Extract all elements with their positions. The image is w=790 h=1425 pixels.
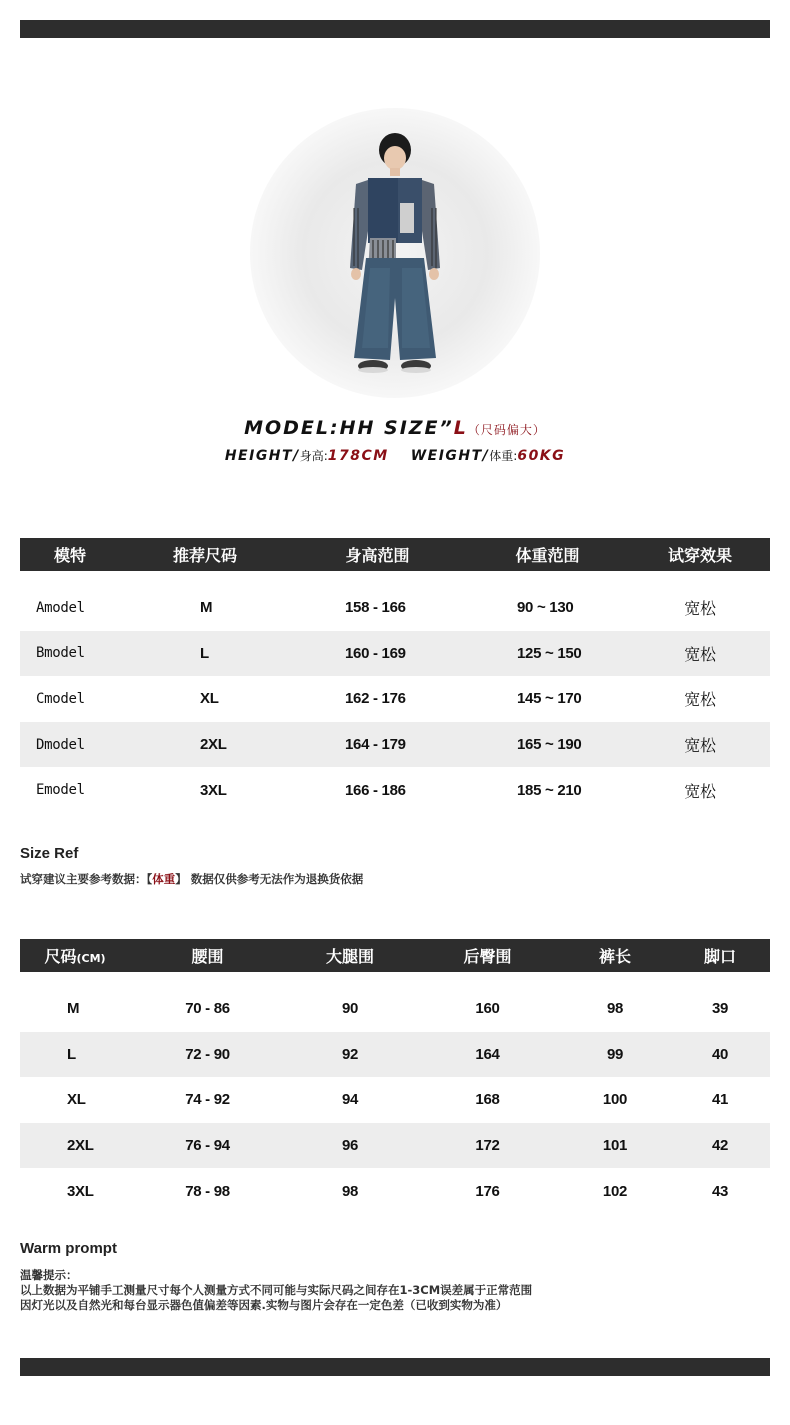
table-row <box>20 722 770 768</box>
model-size-label: MODEL:HH SIZE <box>244 417 440 439</box>
cell-weight: 125 ~ 150 <box>465 631 630 677</box>
header-length: 裤长 <box>560 939 670 972</box>
model-size-line <box>0 417 790 439</box>
cell-height: 158 - 166 <box>345 599 406 617</box>
model-size-note: （尺码偏大） <box>467 423 546 437</box>
cell-size: 3XL <box>67 1182 94 1200</box>
header-recommended-size: 推荐尺码 <box>120 538 290 571</box>
cell-thigh: 96 <box>285 1123 415 1169</box>
header-size-label: 尺码 <box>44 947 77 966</box>
header-size-unit: (CM) <box>76 952 106 965</box>
cell-length: 98 <box>606 1000 624 1018</box>
cell-size: 3XL <box>200 781 227 799</box>
cell-leg-opening: 40 <box>670 1032 770 1078</box>
header-leg-opening: 脚口 <box>670 939 770 972</box>
cell-length: 100 <box>602 1091 628 1109</box>
table-row <box>20 585 770 631</box>
model-figure-image <box>250 108 540 398</box>
header-weight-range: 体重范围 <box>465 538 630 571</box>
table-row <box>20 1123 770 1169</box>
cell-leg-opening: 39 <box>711 1000 729 1018</box>
model-fit-table <box>20 538 770 813</box>
height-label: HEIGHT/ <box>224 448 300 464</box>
weight-value: 60KG <box>517 448 566 464</box>
model-photo <box>250 108 540 398</box>
cell-size: M <box>200 599 213 617</box>
cell-weight: 90 ~ 130 <box>517 599 574 617</box>
model-size-mark: ” <box>439 417 454 439</box>
cell-size: XL <box>200 690 219 708</box>
header-waist: 腰围 <box>130 939 285 972</box>
header-fit-effect: 试穿效果 <box>630 538 770 571</box>
header-model: 模特 <box>20 538 120 571</box>
weight-label: WEIGHT/ <box>410 448 490 464</box>
measurement-header-row <box>20 939 770 972</box>
cell-waist: 76 - 94 <box>130 1123 285 1169</box>
cell-size: XL <box>67 1091 86 1109</box>
header-size <box>20 939 130 972</box>
cell-size: L <box>120 631 290 677</box>
cell-height: 160 - 169 <box>290 631 465 677</box>
cell-fit: 宽松 <box>684 690 716 710</box>
cell-hip: 164 <box>415 1032 560 1078</box>
cell-size: L <box>20 1032 130 1078</box>
warm-prompt-line: 以上数据为平铺手工测量尺寸每个人测量方式不同可能与实际尺码之间存在1-3CM误差属于正常范围 <box>20 1283 533 1297</box>
model-fit-header-row <box>20 538 770 571</box>
cell-leg-opening: 42 <box>670 1123 770 1169</box>
table-row <box>20 1168 770 1214</box>
bottom-bar <box>20 1358 770 1376</box>
cell-height: 162 - 176 <box>345 690 406 708</box>
cell-length: 99 <box>560 1032 670 1078</box>
cell-weight: 185 ~ 210 <box>517 781 582 799</box>
table-row <box>20 1077 770 1123</box>
cell-waist: 78 - 98 <box>185 1182 230 1200</box>
cell-fit: 宽松 <box>630 631 770 677</box>
table-row <box>20 767 770 813</box>
cell-length: 101 <box>560 1123 670 1169</box>
cell-waist: 70 - 86 <box>185 1000 230 1018</box>
cell-hip: 176 <box>475 1182 500 1200</box>
header-hip: 后臀围 <box>415 939 560 972</box>
cell-hip: 172 <box>415 1123 560 1169</box>
cell-fit: 宽松 <box>684 599 716 619</box>
model-size-value: L <box>453 417 468 439</box>
cell-height: 164 - 179 <box>290 722 465 768</box>
cell-model: Cmodel <box>36 690 85 707</box>
cell-thigh: 90 <box>341 1000 359 1018</box>
cell-weight: 165 ~ 190 <box>465 722 630 768</box>
header-height-range: 身高范围 <box>290 538 465 571</box>
cell-thigh: 92 <box>285 1032 415 1078</box>
cell-leg-opening: 41 <box>711 1091 729 1109</box>
cell-fit: 宽松 <box>684 781 716 801</box>
table-row <box>20 1032 770 1078</box>
warm-prompt-line: 因灯光以及自然光和每台显示器色值偏差等因素.实物与图片会存在一定色差（已收到实物为准） <box>20 1298 508 1312</box>
cell-hip: 168 <box>475 1091 500 1109</box>
cell-thigh: 98 <box>341 1182 359 1200</box>
measurement-table <box>20 939 770 1214</box>
cell-height: 166 - 186 <box>345 781 406 799</box>
header-thigh: 大腿围 <box>285 939 415 972</box>
warm-prompt-text <box>20 1268 532 1313</box>
table-row <box>20 986 770 1032</box>
table-row <box>20 676 770 722</box>
cell-model: Dmodel <box>20 722 120 768</box>
size-ref-highlight: 体重 <box>152 872 176 886</box>
cell-size: M <box>67 1000 80 1018</box>
size-ref-text-before: 试穿建议主要参考数据：【 <box>20 872 153 886</box>
top-bar <box>20 20 770 38</box>
size-ref-text-after: 】 数据仅供参考无法作为退换货依据 <box>175 872 364 886</box>
size-ref-title: Size Ref <box>20 845 79 862</box>
model-measurements-line <box>0 447 790 464</box>
cell-model: Bmodel <box>20 631 120 677</box>
height-cn-label: 身高: <box>299 449 328 463</box>
height-value: 178CM <box>327 448 389 464</box>
cell-waist: 72 - 90 <box>130 1032 285 1078</box>
weight-cn-label: 体重: <box>489 449 518 463</box>
cell-waist: 74 - 92 <box>185 1091 230 1109</box>
cell-weight: 145 ~ 170 <box>517 690 582 708</box>
cell-size: 2XL <box>120 722 290 768</box>
cell-leg-opening: 43 <box>711 1182 729 1200</box>
cell-model: Amodel <box>36 599 85 616</box>
table-row <box>20 631 770 677</box>
cell-model: Emodel <box>36 782 85 799</box>
cell-hip: 160 <box>475 1000 500 1018</box>
cell-length: 102 <box>602 1182 628 1200</box>
cell-size: 2XL <box>20 1123 130 1169</box>
cell-thigh: 94 <box>341 1091 359 1109</box>
cell-fit: 宽松 <box>630 722 770 768</box>
warm-prompt-line: 温馨提示： <box>20 1268 78 1282</box>
size-ref-text <box>20 872 363 887</box>
warm-prompt-title: Warm prompt <box>20 1240 117 1257</box>
